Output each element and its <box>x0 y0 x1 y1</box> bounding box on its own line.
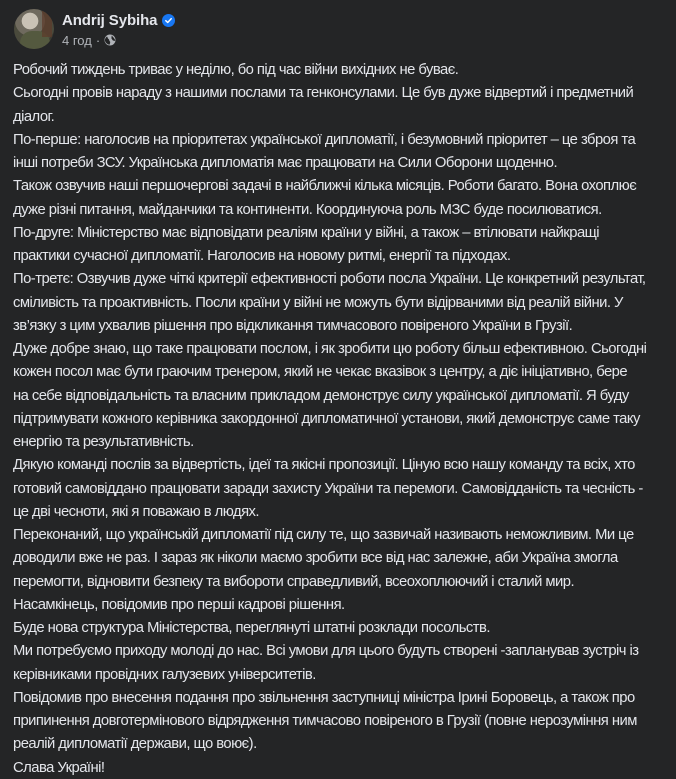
author-info <box>62 10 175 48</box>
post-line: енергію та результативність. <box>13 433 194 450</box>
post-line: По-третє: Озвучив дуже чіткі критерії ефективності роботи посла України. Це конкретний результат, <box>13 270 646 288</box>
post-line: сміливість та проактивність. Посли країни у війні не можуть бути відірваними від реалій війни. У <box>13 293 623 311</box>
post-line: По-перше: наголосив на пріоритетах української дипломатії, і безумовний пріоритет – це зброя та <box>13 130 636 148</box>
post-line: кожен посол має бути граючим тренером, який не чекає вказівок з центру, а діє ініціативно, бере <box>13 363 628 381</box>
author-name[interactable]: Andrij Sybiha <box>62 11 158 29</box>
post-line: керівниками провідних галузевих університетів. <box>13 665 316 683</box>
post-line: на себе відповідальність та власним прикладом демонструє силу української дипломатії. Я буду <box>13 386 629 404</box>
post-line: Робочий тиждень триває у неділю, бо під час війни вихідних не буває. <box>13 61 459 78</box>
post-line: Сьогодні провів нараду з нашими послами та генконсулами. Це був дуже відвертий і предметний <box>13 84 634 102</box>
post-line: припинення довготермінового відрядження тимчасово повіреного в Грузії (повне нерозуміння ним <box>13 712 637 729</box>
globe-icon[interactable] <box>104 34 116 46</box>
post-line: підтримувати кожного керівника закордонної дипломатичної установи, який демонструє саме таку <box>13 409 640 427</box>
post-timestamp[interactable]: 4 год <box>62 32 92 48</box>
post-line: доводили вже не раз. І зараз як ніколи маємо зробити все від нас залежне, аби Україна змогла <box>13 549 618 567</box>
meta-separator: · <box>95 32 101 48</box>
post-line: Слава Україні! <box>13 758 105 776</box>
post-meta <box>62 32 175 48</box>
post-line: Також озвучив наші першочергові задачі в найближчі кілька місяців. Роботи багато. Вона охоплює <box>13 177 637 195</box>
verified-badge-icon <box>162 14 175 27</box>
author-name-row <box>62 10 175 30</box>
post-line: перемогти, відновити безпеку та вибороти справедливий, всеохоплюючий і сталий мир. <box>13 572 575 590</box>
post-line: Повідомив про внесення подання про звільнення заступниці міністра Ірині Боровець, а також про <box>13 688 635 706</box>
post-line: практики сучасної дипломатії. Наголосив на новому ритмі, енергії та підходах. <box>13 247 511 264</box>
post-line: Дякую команді послів за відвертість, ідеї та якісні пропозиції. Ціную всю нашу команду та всіх, хто <box>13 456 635 474</box>
author-avatar[interactable] <box>14 9 54 49</box>
post-line: Ми потребуємо приходу молоді до нас. Всі умови для цього будуть створені -запланував зустріч із <box>13 642 639 660</box>
post-line: Насамкінець, повідомив про перші кадрові рішення. <box>13 595 345 613</box>
post-line: це дві чесноти, які я поважаю в людях. <box>13 502 260 520</box>
post-line: зв’язку з цим ухвалив рішення про відкликання тимчасового повіреного України в Грузії. <box>13 316 573 334</box>
post-line: Буде нова структура Міністерства, переглянуті штатні розклади посольств. <box>13 619 490 636</box>
post-line: Дуже добре знаю, що таке працювати послом, і як зробити цю роботу більш ефективною. Сьогодні <box>13 340 647 357</box>
post-header <box>14 8 175 50</box>
post-line: готовий самовіддано працювати заради захисту України та перемоги. Самовідданість та чесність - <box>13 479 643 497</box>
post-text <box>13 58 673 779</box>
post-line: реалій дипломатії держави, що воює). <box>13 735 257 753</box>
post-line: інші потреби ЗСУ. Українська дипломатія має працювати на Сили Оборони щоденно. <box>13 154 558 171</box>
post-line: дуже різні питання, майданчики та континенти. Координуюча роль МЗС буде посилюватися. <box>13 200 602 218</box>
post-line: діалог. <box>13 107 55 125</box>
post-line: По-друге: Міністерство має відповідати реаліям країни у війні, а також – втілювати найкращі <box>13 223 600 241</box>
post-line: Переконаний, що українській дипломатії під силу те, що зазвичай називають неможливим. Ми це <box>13 526 634 543</box>
